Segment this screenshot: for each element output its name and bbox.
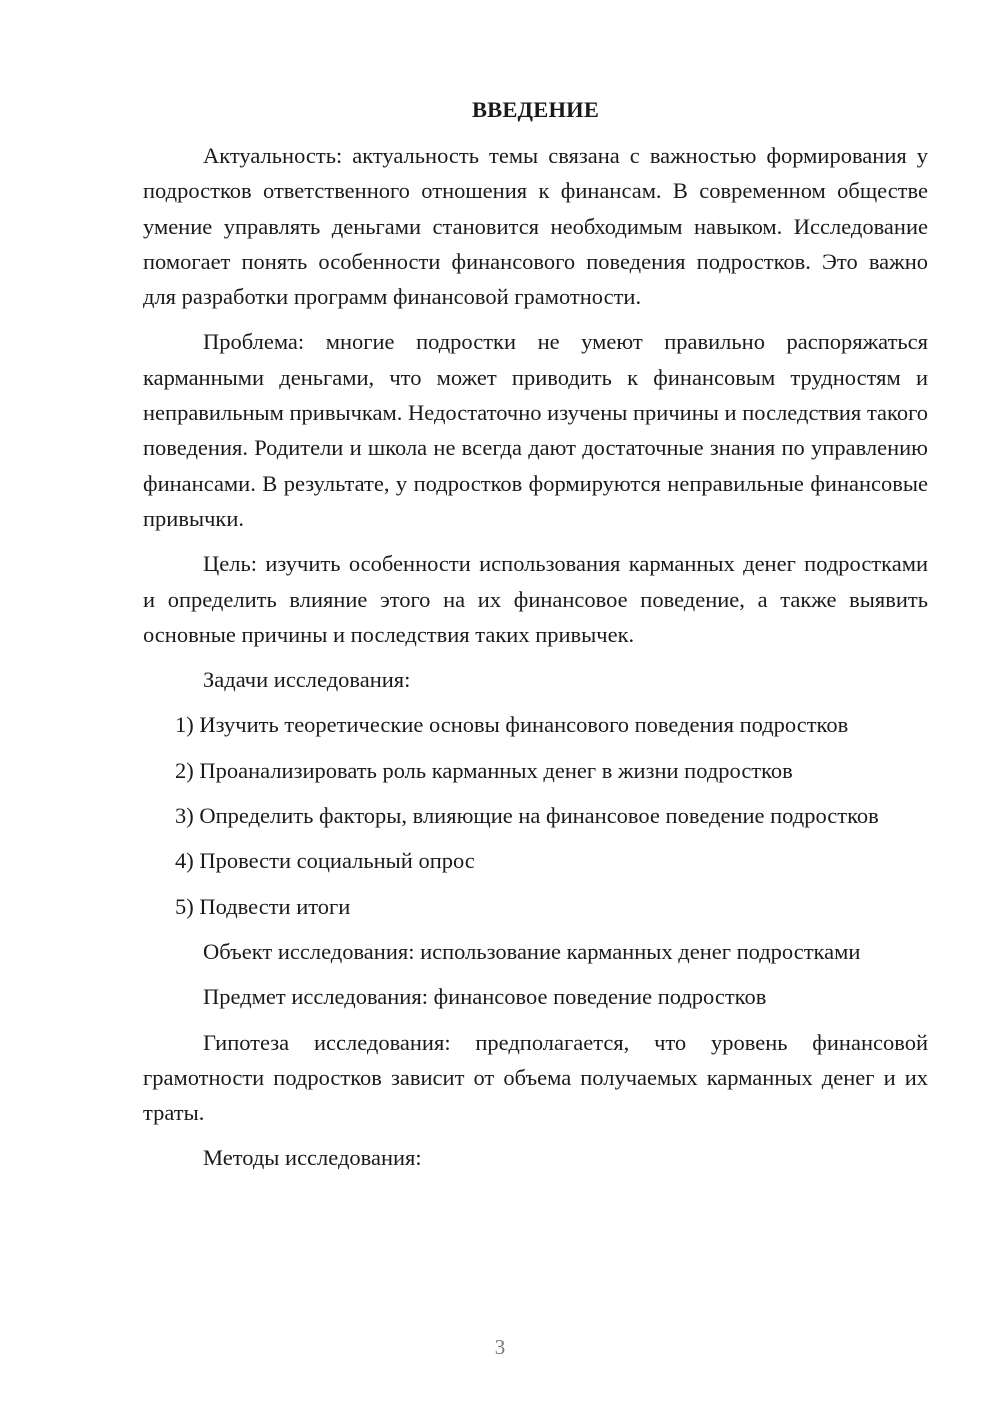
page-title: ВВЕДЕНИЕ [471,97,600,122]
list-item: 4) Провести социальный опрос [175,848,475,874]
methods-heading: Методы исследования: [203,1145,422,1171]
list-item: 1) Изучить теоретические основы финансового поведения подростков [175,712,849,738]
list-item: 2) Проанализировать роль карманных денег в жизни подростков [175,757,793,783]
list-item: 5) Подвести итоги [175,893,351,919]
relevance-paragraph: Актуальность: актуальность темы связана с важностью формирования у подростков ответственного отношения к финансам. В современном обществе умение управлять деньгами становится необходимым навыком. Исследование помогает понять особенности финансового поведения подростков. Это важно для разработки программ финансовой грамотности. [143,143,928,310]
list-item: 3) Определить факторы, влияющие на финансовое поведение подростков [175,803,879,829]
subject-paragraph: Предмет исследования: финансовое поведение подростков [203,984,767,1010]
object-paragraph: Объект исследования: использование карманных денег подростками [203,938,861,964]
tasks-list [143,707,928,923]
page-number: 3 [494,1335,506,1359]
problem-paragraph: Проблема: многие подростки не умеют правильно распоряжаться карманными деньгами, что может приводить к финансовым трудностям и неправильным привычкам. Недостаточно изучены причины и последствия такого поведения. Родители и школа не всегда дают достаточные знания по управлению финансами. В результате, у подростков формируются неправильные финансовые привычки. [143,329,928,531]
goal-paragraph: Цель: изучить особенности использования карманных денег подростками и определить влияние этого на их финансовое поведение, а также выявить основные причины и последствия таких привычек. [143,551,928,647]
tasks-heading: Задачи исследования: [203,667,411,693]
hypothesis-paragraph: Гипотеза исследования: предполагается, что уровень финансовой грамотности подростков зависит от объема получаемых карманных денег и их траты. [143,1029,928,1126]
document-page [143,92,928,1186]
